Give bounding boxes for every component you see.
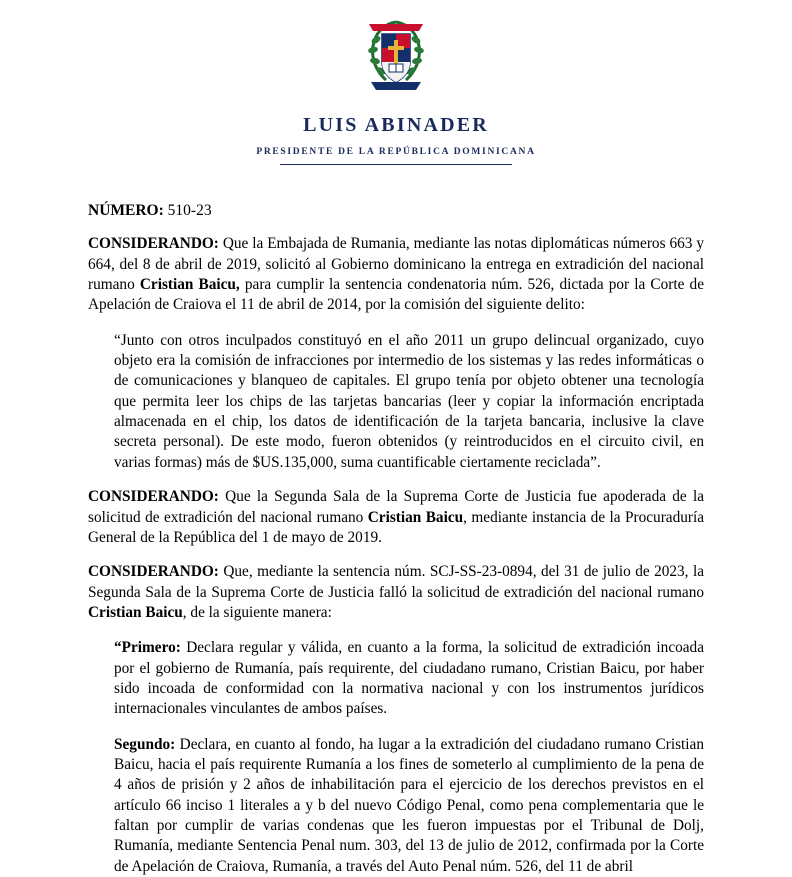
paragraph-text-continued: para cumplir la sentencia condenatoria núm. 526, dictada por la Corte de Apelación de Craiova el 11 de abril de 2014, por la comisión del siguiente delito: (88, 276, 704, 314)
paragraph-text-continued: , mediante instancia de la Procuraduría General de la República del 1 de mayo de 2019. (88, 508, 705, 546)
paragraph-text: Declara regular y válida, en cuanto a la forma, la solicitud de extradición incoada por el gobierno de Rumanía, país requirente, del ciudadano rumano, Cristian Baicu, por haber sido incoada de conformidad con la normativa nacional y con los instrumentos jurídicos internacionales vinculantes de ambos países. (114, 639, 704, 718)
paragraph-emphasis: Cristian Baicu (367, 508, 464, 526)
document-paragraph-list (88, 234, 704, 877)
paragraph-keyword: CONSIDERANDO: (88, 488, 219, 506)
document-paragraph (88, 562, 704, 623)
document-number-label: NÚMERO: (88, 202, 164, 219)
paragraph-text: Que la Embajada de Rumania, mediante las notas diplomáticas números 663 y 664, del 8 de abril de 2019, solicitó al Gobierno dominicano la entrega en extradición del nacional rumano (88, 235, 704, 294)
document-quote-paragraph (88, 331, 704, 473)
letterhead (0, 0, 792, 165)
paragraph-emphasis: Cristian Baicu, (139, 276, 240, 294)
dominican-republic-coat-of-arms-icon (359, 14, 433, 96)
document-number-value: 510-23 (167, 202, 212, 219)
paragraph-keyword: “Primero: (114, 639, 181, 657)
document-quote-paragraph (88, 735, 704, 877)
president-title: PRESIDENTE DE LA REPÚBLICA DOMINICANA (256, 147, 536, 157)
paragraph-text: Que la Segunda Sala de la Suprema Corte de Justicia fue apoderada de la solicitud de extradición del nacional rumano (88, 488, 704, 526)
paragraph-keyword: Segundo: (114, 735, 176, 753)
paragraph-keyword: CONSIDERANDO: (88, 235, 219, 253)
president-name: LUIS ABINADER (303, 114, 489, 136)
paragraph-keyword: CONSIDERANDO: (88, 563, 219, 581)
paragraph-text: Que, mediante la sentencia núm. SCJ-SS-23-0894, del 31 de julio de 2023, la Segunda Sala de la Suprema Corte de Justicia falló la solicitud de extradición del nacional rumano (88, 563, 704, 601)
paragraph-emphasis: Cristian Baicu (88, 603, 183, 621)
document-quote-paragraph (88, 638, 704, 719)
document-body (0, 201, 792, 877)
document-number (88, 201, 704, 220)
paragraph-text: “Junto con otros inculpados constituyó en el año 2011 un grupo delincual organizado, cuyo objeto era la comisión de infracciones por intermedio de los sistemas y las redes informáticas o de comunicaciones y blanqueo de capitales. El grupo tenía por objeto obtener una tecnología que permita leer los chips de las tarjetas bancarias (leer y copiar la información encriptada almacenada en el chip, los datos de identificación de la tarjeta bancaria, inclusive la clave secreta personal). De este modo, fueron obtenidos (y reintroducidos en el circuito civil, en varias formas) más de $US.135,000, suma cuantificable ciertamente reciclada”. (114, 331, 704, 471)
document-paragraph (88, 234, 704, 315)
document-paragraph (88, 487, 704, 548)
paragraph-text: Declara, en cuanto al fondo, ha lugar a la extradición del ciudadano rumano Cristian Baicu, hacia el país requirente Rumanía a los fines de someterlo al cumplimiento de la pena de 4 años de prisión y 2 años de inhabilitación para el ejercicio de los derechos previstos en el artículo 66 inciso 1 literales a y b del nuevo Código Penal, como pena complementaria que le faltan por cumplir de varias condenas que les fueron impuestas por el Tribunal de Dolj, Rumanía, mediante Sentencia Penal num. 303, del 13 de julio de 2012, confirmada por la Corte de Apelación de Craiova, Rumanía, a través del Auto Penal núm. 526, del 11 de abril (114, 735, 704, 875)
letterhead-divider (280, 164, 512, 165)
paragraph-text-continued: , de la siguiente manera: (182, 603, 332, 621)
